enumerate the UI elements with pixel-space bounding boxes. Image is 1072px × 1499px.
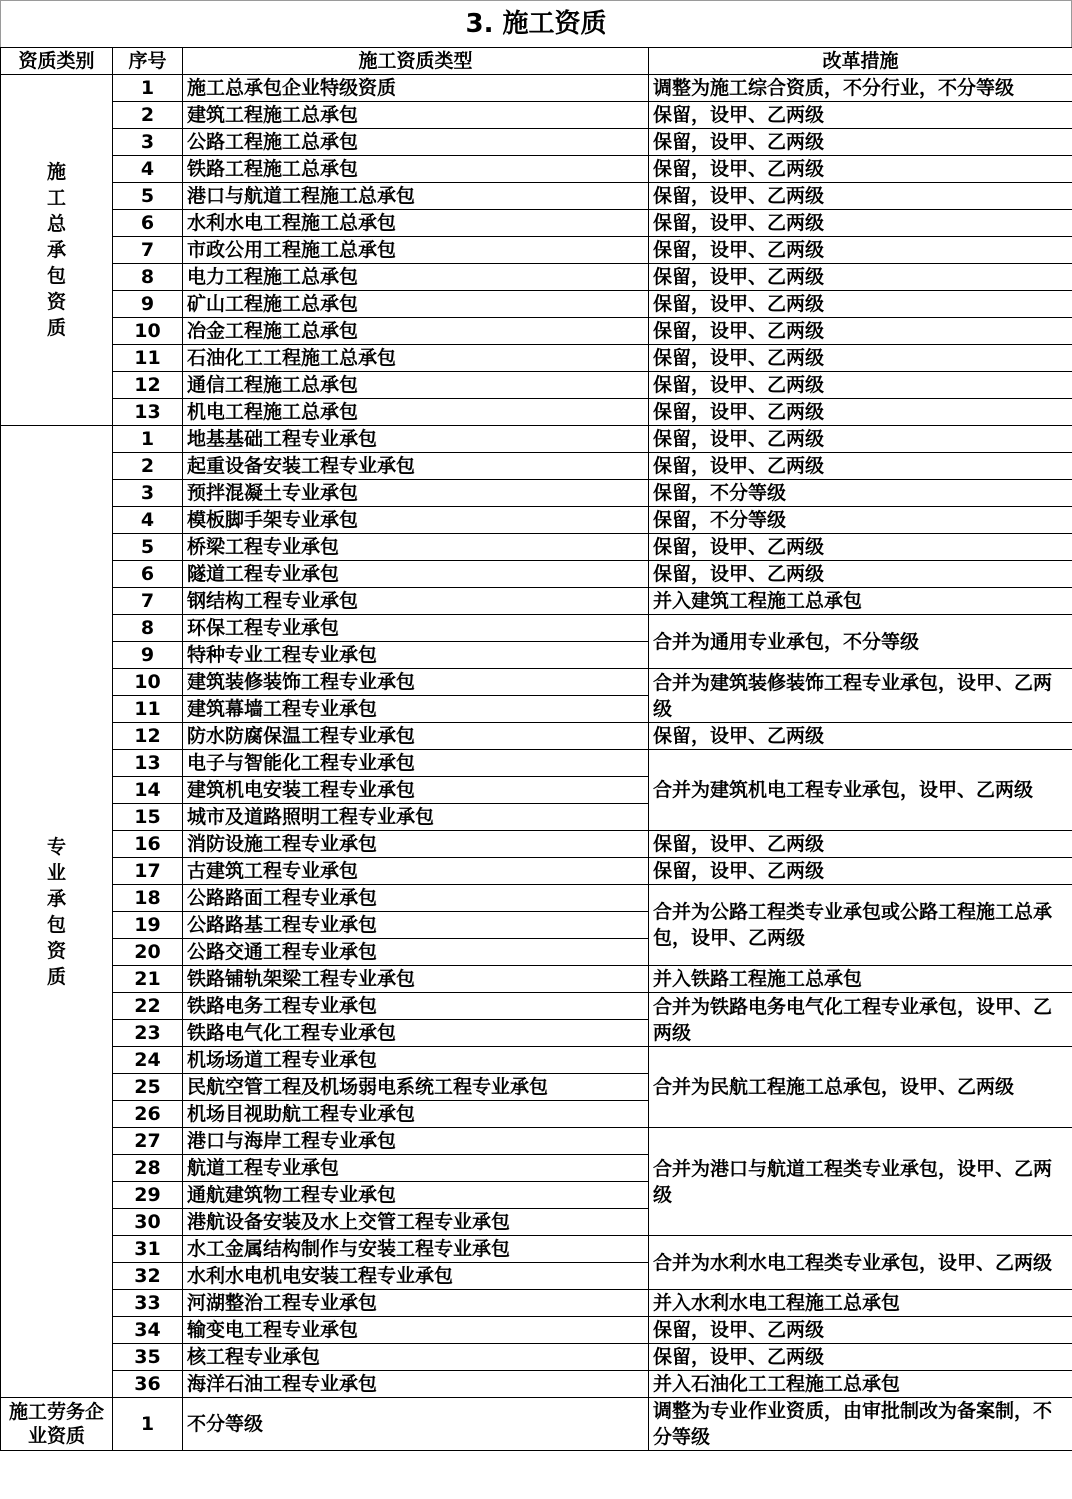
page-title: 3. 施工资质 bbox=[0, 0, 1072, 47]
row-type: 水利水电工程施工总承包 bbox=[183, 210, 649, 237]
row-measure: 调整为施工综合资质，不分行业，不分等级 bbox=[649, 75, 1072, 102]
table-row bbox=[1, 1290, 1072, 1317]
row-measure: 保留，设甲、乙两级 bbox=[649, 345, 1072, 372]
row-type: 防水防腐保温工程专业承包 bbox=[183, 723, 649, 750]
row-index: 8 bbox=[113, 264, 183, 291]
table-row bbox=[1, 480, 1072, 507]
row-measure: 合并为建筑机电工程专业承包，设甲、乙两级 bbox=[649, 750, 1072, 831]
row-index: 13 bbox=[113, 399, 183, 426]
category-general-label: 施工总承包资质 bbox=[46, 161, 66, 339]
row-type: 城市及道路照明工程专业承包 bbox=[183, 804, 649, 831]
row-type: 港口与航道工程施工总承包 bbox=[183, 183, 649, 210]
row-measure: 合并为民航工程施工总承包，设甲、乙两级 bbox=[649, 1047, 1072, 1128]
row-index: 2 bbox=[113, 102, 183, 129]
row-measure: 合并为水利水电工程类专业承包，设甲、乙两级 bbox=[649, 1236, 1072, 1290]
row-type: 消防设施工程专业承包 bbox=[183, 831, 649, 858]
header-type: 施工资质类型 bbox=[183, 48, 649, 75]
row-measure: 合并为公路工程类专业承包或公路工程施工总承包，设甲、乙两级 bbox=[649, 885, 1072, 966]
row-type: 石油化工工程施工总承包 bbox=[183, 345, 649, 372]
row-index: 5 bbox=[113, 183, 183, 210]
row-type: 机场场道工程专业承包 bbox=[183, 1047, 649, 1074]
table-row bbox=[1, 561, 1072, 588]
row-type: 隧道工程专业承包 bbox=[183, 561, 649, 588]
row-index: 7 bbox=[113, 237, 183, 264]
row-type: 建筑机电安装工程专业承包 bbox=[183, 777, 649, 804]
table-row bbox=[1, 669, 1072, 696]
row-measure: 保留，设甲、乙两级 bbox=[649, 183, 1072, 210]
row-type: 机场目视助航工程专业承包 bbox=[183, 1101, 649, 1128]
table-row bbox=[1, 858, 1072, 885]
row-type: 矿山工程施工总承包 bbox=[183, 291, 649, 318]
row-index: 9 bbox=[113, 642, 183, 669]
row-index: 3 bbox=[113, 129, 183, 156]
row-index: 13 bbox=[113, 750, 183, 777]
table-row bbox=[1, 237, 1072, 264]
row-measure: 保留，设甲、乙两级 bbox=[649, 453, 1072, 480]
row-type: 建筑幕墙工程专业承包 bbox=[183, 696, 649, 723]
row-index: 4 bbox=[113, 507, 183, 534]
row-index: 19 bbox=[113, 912, 183, 939]
table-row bbox=[1, 1047, 1072, 1074]
row-type: 公路工程施工总承包 bbox=[183, 129, 649, 156]
row-measure: 保留，设甲、乙两级 bbox=[649, 534, 1072, 561]
row-type: 电子与智能化工程专业承包 bbox=[183, 750, 649, 777]
row-type: 电力工程施工总承包 bbox=[183, 264, 649, 291]
row-index: 16 bbox=[113, 831, 183, 858]
table-row bbox=[1, 426, 1072, 453]
row-type: 建筑工程施工总承包 bbox=[183, 102, 649, 129]
table-row bbox=[1, 1236, 1072, 1263]
row-type: 核工程专业承包 bbox=[183, 1344, 649, 1371]
table-row bbox=[1, 183, 1072, 210]
row-type: 市政公用工程施工总承包 bbox=[183, 237, 649, 264]
table-row bbox=[1, 129, 1072, 156]
row-index: 24 bbox=[113, 1047, 183, 1074]
row-index: 29 bbox=[113, 1182, 183, 1209]
table-row bbox=[1, 399, 1072, 426]
row-index: 14 bbox=[113, 777, 183, 804]
row-index: 12 bbox=[113, 372, 183, 399]
row-index: 30 bbox=[113, 1209, 183, 1236]
row-measure: 合并为通用专业承包，不分等级 bbox=[649, 615, 1072, 669]
row-index: 1 bbox=[113, 75, 183, 102]
table-row bbox=[1, 1371, 1072, 1398]
row-measure: 保留，设甲、乙两级 bbox=[649, 1317, 1072, 1344]
row-type: 海洋石油工程专业承包 bbox=[183, 1371, 649, 1398]
row-index: 22 bbox=[113, 993, 183, 1020]
row-index: 9 bbox=[113, 291, 183, 318]
row-type: 模板脚手架专业承包 bbox=[183, 507, 649, 534]
row-index: 27 bbox=[113, 1128, 183, 1155]
table-header-row bbox=[1, 48, 1072, 75]
row-index: 10 bbox=[113, 318, 183, 345]
table-row bbox=[1, 588, 1072, 615]
row-index: 6 bbox=[113, 210, 183, 237]
row-type: 铁路电气化工程专业承包 bbox=[183, 1020, 649, 1047]
row-index: 18 bbox=[113, 885, 183, 912]
row-index: 5 bbox=[113, 534, 183, 561]
row-type: 公路交通工程专业承包 bbox=[183, 939, 649, 966]
row-type: 建筑装修装饰工程专业承包 bbox=[183, 669, 649, 696]
row-index: 35 bbox=[113, 1344, 183, 1371]
table-row bbox=[1, 1398, 1072, 1451]
row-measure: 合并为港口与航道工程类专业承包，设甲、乙两级 bbox=[649, 1128, 1072, 1236]
category-general bbox=[1, 75, 113, 426]
row-type: 不分等级 bbox=[183, 1398, 649, 1451]
row-index: 33 bbox=[113, 1290, 183, 1317]
row-type: 起重设备安装工程专业承包 bbox=[183, 453, 649, 480]
row-index: 1 bbox=[113, 1398, 183, 1451]
row-measure: 保留，设甲、乙两级 bbox=[649, 291, 1072, 318]
row-measure: 保留，设甲、乙两级 bbox=[649, 129, 1072, 156]
row-type: 铁路电务工程专业承包 bbox=[183, 993, 649, 1020]
row-measure: 并入水利水电工程施工总承包 bbox=[649, 1290, 1072, 1317]
row-measure: 保留，不分等级 bbox=[649, 480, 1072, 507]
table-row bbox=[1, 1128, 1072, 1155]
row-measure: 保留，设甲、乙两级 bbox=[649, 426, 1072, 453]
row-index: 1 bbox=[113, 426, 183, 453]
row-type: 公路路面工程专业承包 bbox=[183, 885, 649, 912]
row-measure: 合并为铁路电务电气化工程专业承包，设甲、乙两级 bbox=[649, 993, 1072, 1047]
row-type: 水工金属结构制作与安装工程专业承包 bbox=[183, 1236, 649, 1263]
row-type: 输变电工程专业承包 bbox=[183, 1317, 649, 1344]
row-type: 桥梁工程专业承包 bbox=[183, 534, 649, 561]
row-type: 预拌混凝土专业承包 bbox=[183, 480, 649, 507]
qualification-table bbox=[0, 47, 1072, 1451]
table-row bbox=[1, 723, 1072, 750]
row-measure: 保留，设甲、乙两级 bbox=[649, 237, 1072, 264]
row-measure: 调整为专业作业资质，由审批制改为备案制，不分等级 bbox=[649, 1398, 1072, 1451]
row-measure: 保留，设甲、乙两级 bbox=[649, 156, 1072, 183]
row-type: 通航建筑物工程专业承包 bbox=[183, 1182, 649, 1209]
table-row bbox=[1, 1344, 1072, 1371]
table-row bbox=[1, 156, 1072, 183]
row-type: 冶金工程施工总承包 bbox=[183, 318, 649, 345]
category-specialty-label: 专业承包资质 bbox=[46, 835, 66, 988]
table-row bbox=[1, 831, 1072, 858]
table-row bbox=[1, 750, 1072, 777]
row-index: 7 bbox=[113, 588, 183, 615]
table-row bbox=[1, 1317, 1072, 1344]
row-index: 21 bbox=[113, 966, 183, 993]
row-type: 施工总承包企业特级资质 bbox=[183, 75, 649, 102]
row-type: 水利水电机电安装工程专业承包 bbox=[183, 1263, 649, 1290]
row-measure: 保留，设甲、乙两级 bbox=[649, 858, 1072, 885]
row-type: 铁路铺轨架梁工程专业承包 bbox=[183, 966, 649, 993]
table-row bbox=[1, 534, 1072, 561]
table-row bbox=[1, 291, 1072, 318]
row-index: 36 bbox=[113, 1371, 183, 1398]
row-type: 机电工程施工总承包 bbox=[183, 399, 649, 426]
table-row bbox=[1, 615, 1072, 642]
table-row bbox=[1, 264, 1072, 291]
row-type: 地基基础工程专业承包 bbox=[183, 426, 649, 453]
row-index: 12 bbox=[113, 723, 183, 750]
category-labor: 施工劳务企业资质 bbox=[1, 1398, 113, 1451]
row-measure: 保留，设甲、乙两级 bbox=[649, 102, 1072, 129]
table-row bbox=[1, 507, 1072, 534]
row-index: 2 bbox=[113, 453, 183, 480]
table-row bbox=[1, 345, 1072, 372]
row-measure: 保留，设甲、乙两级 bbox=[649, 723, 1072, 750]
row-index: 31 bbox=[113, 1236, 183, 1263]
row-type: 航道工程专业承包 bbox=[183, 1155, 649, 1182]
row-index: 32 bbox=[113, 1263, 183, 1290]
row-type: 公路路基工程专业承包 bbox=[183, 912, 649, 939]
row-index: 20 bbox=[113, 939, 183, 966]
row-type: 古建筑工程专业承包 bbox=[183, 858, 649, 885]
row-index: 3 bbox=[113, 480, 183, 507]
table-row bbox=[1, 372, 1072, 399]
row-measure: 合并为建筑装修装饰工程专业承包，设甲、乙两级 bbox=[649, 669, 1072, 723]
table-row bbox=[1, 993, 1072, 1020]
row-measure: 保留，设甲、乙两级 bbox=[649, 831, 1072, 858]
row-index: 26 bbox=[113, 1101, 183, 1128]
row-type: 铁路工程施工总承包 bbox=[183, 156, 649, 183]
table-row bbox=[1, 885, 1072, 912]
table-row bbox=[1, 966, 1072, 993]
row-index: 10 bbox=[113, 669, 183, 696]
header-category: 资质类别 bbox=[1, 48, 113, 75]
row-index: 17 bbox=[113, 858, 183, 885]
row-measure: 并入铁路工程施工总承包 bbox=[649, 966, 1072, 993]
row-type: 河湖整治工程专业承包 bbox=[183, 1290, 649, 1317]
table-row bbox=[1, 453, 1072, 480]
row-measure: 保留，设甲、乙两级 bbox=[649, 210, 1072, 237]
row-measure: 并入石油化工工程施工总承包 bbox=[649, 1371, 1072, 1398]
row-type: 特种专业工程专业承包 bbox=[183, 642, 649, 669]
table-row bbox=[1, 75, 1072, 102]
row-type: 港口与海岸工程专业承包 bbox=[183, 1128, 649, 1155]
row-measure: 保留，设甲、乙两级 bbox=[649, 399, 1072, 426]
row-index: 6 bbox=[113, 561, 183, 588]
row-measure: 并入建筑工程施工总承包 bbox=[649, 588, 1072, 615]
header-measure: 改革措施 bbox=[649, 48, 1072, 75]
row-index: 23 bbox=[113, 1020, 183, 1047]
category-specialty bbox=[1, 426, 113, 1398]
row-index: 11 bbox=[113, 696, 183, 723]
row-type: 通信工程施工总承包 bbox=[183, 372, 649, 399]
row-measure: 保留，设甲、乙两级 bbox=[649, 318, 1072, 345]
row-index: 8 bbox=[113, 615, 183, 642]
row-index: 11 bbox=[113, 345, 183, 372]
header-index: 序号 bbox=[113, 48, 183, 75]
row-measure: 保留，设甲、乙两级 bbox=[649, 561, 1072, 588]
row-measure: 保留，设甲、乙两级 bbox=[649, 264, 1072, 291]
table-row bbox=[1, 210, 1072, 237]
row-index: 28 bbox=[113, 1155, 183, 1182]
row-type: 环保工程专业承包 bbox=[183, 615, 649, 642]
row-type: 钢结构工程专业承包 bbox=[183, 588, 649, 615]
row-measure: 保留，不分等级 bbox=[649, 507, 1072, 534]
row-index: 34 bbox=[113, 1317, 183, 1344]
row-measure: 保留，设甲、乙两级 bbox=[649, 1344, 1072, 1371]
row-type: 民航空管工程及机场弱电系统工程专业承包 bbox=[183, 1074, 649, 1101]
row-index: 15 bbox=[113, 804, 183, 831]
row-index: 25 bbox=[113, 1074, 183, 1101]
row-index: 4 bbox=[113, 156, 183, 183]
table-row bbox=[1, 318, 1072, 345]
row-type: 港航设备安装及水上交管工程专业承包 bbox=[183, 1209, 649, 1236]
table-row bbox=[1, 102, 1072, 129]
row-measure: 保留，设甲、乙两级 bbox=[649, 372, 1072, 399]
